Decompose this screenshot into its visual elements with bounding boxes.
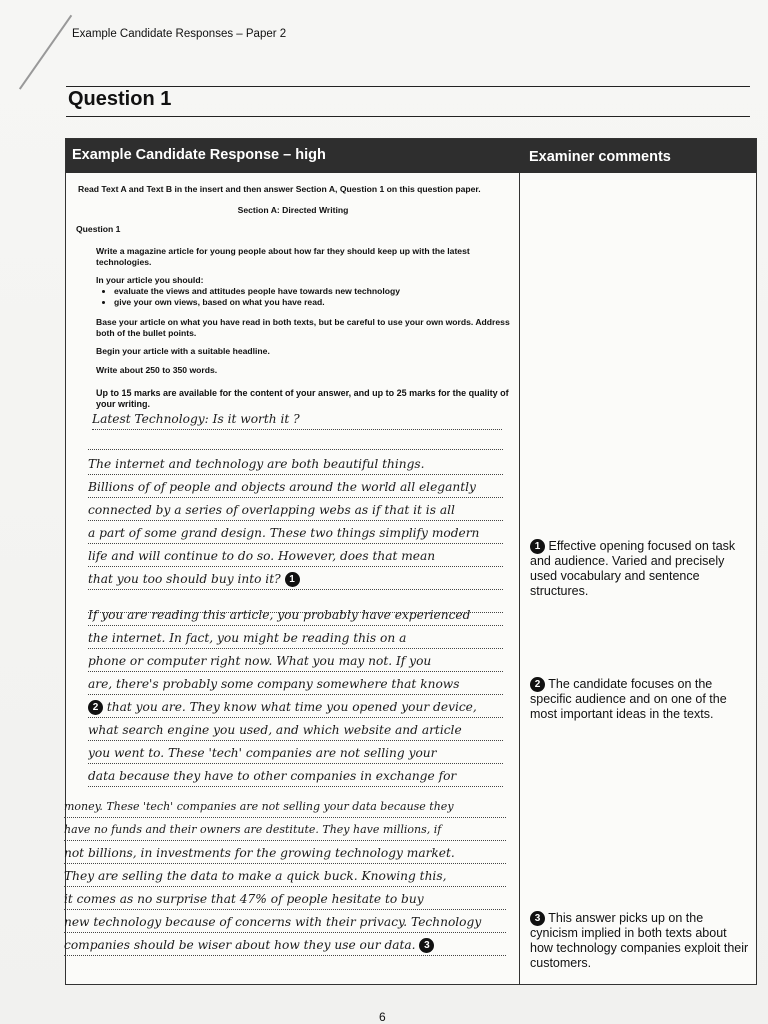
marker-badge: 1 (285, 572, 300, 587)
response-line: a part of some grand design. These two things simplify modern (88, 523, 503, 544)
comment-badge: 2 (530, 677, 545, 692)
qp-length: Write about 250 to 350 words. (96, 365, 218, 375)
response-line-with-marker (64, 935, 506, 956)
qp-begin: Begin your article with a suitable headline. (96, 346, 270, 356)
response-line: the internet. In fact, you might be reading this on a (88, 628, 503, 649)
response-line-with-marker (88, 569, 503, 590)
response-line-text: that you too should buy into it? (88, 572, 281, 586)
marker-badge: 2 (88, 700, 103, 715)
examiner-comment-1 (530, 539, 750, 599)
response-line-with-marker (88, 697, 503, 718)
comment-text: This answer picks up on the cynicism implied in both texts about how technology companies exploit their customers. (530, 911, 749, 971)
response-line: data because they have to other companies in exchange for (88, 766, 503, 787)
comment-text: The candidate focuses on the specific audience and on one of the most important ideas in the texts. (530, 677, 727, 722)
qp-base-pre: Base your article on what you have read in (96, 317, 273, 327)
qp-marks: Up to 15 marks are available for the content of your answer, and up to 25 marks for the quality of your writing. (96, 388, 509, 409)
qp-task: Write a magazine article for young people about how far they should keep up with the latest technologies. (96, 246, 470, 267)
running-header: Example Candidate Responses – Paper 2 (72, 28, 287, 40)
header-rule-top (66, 86, 750, 87)
qp-section: Section A: Directed Writing (237, 205, 349, 215)
qp-base-bold: both (272, 317, 292, 327)
response-line: are, there's probably some company somewhere that knows (88, 674, 503, 695)
column-divider (519, 173, 520, 984)
comment-badge: 1 (530, 539, 545, 554)
marker-badge: 3 (419, 938, 434, 953)
examiner-comment-3 (530, 911, 750, 971)
response-line: money. These 'tech' companies are not selling your data because they (64, 797, 506, 818)
response-line: If you are reading this article, you probably have experienced (88, 605, 503, 626)
qp-bullet: • give your own views, based on what you have read. (114, 297, 510, 308)
candidate-response-heading: Example Candidate Response – high (72, 147, 326, 163)
response-line: phone or computer right now. What you may not. If you (88, 651, 503, 672)
comment-text: Effective opening focused on task and audience. Varied and precisely used vocabulary and sentence structures. (530, 539, 736, 599)
question-title: Question 1 (68, 88, 172, 110)
qp-base-instruction (96, 317, 510, 339)
page-number: 6 (379, 1010, 386, 1024)
comment-badge: 3 (530, 911, 545, 926)
response-line: new technology because of concerns with their privacy. Technology (64, 912, 506, 933)
qp-bullets (96, 286, 510, 308)
response-line: you went to. These 'tech' companies are not selling your (88, 743, 503, 764)
header-rule-bottom (66, 116, 750, 117)
response-line: what search engine you used, and which website and article (88, 720, 503, 741)
response-line: connected by a series of overlapping webs as if that it is all (88, 500, 503, 521)
qp-intro: Read Text A and Text B in the insert and then answer Section A, Question 1 on this question paper. (78, 184, 481, 194)
response-line: have no funds and their owners are destitute. They have millions, if (64, 820, 506, 841)
response-line: it comes as no surprise that 47% of people hesitate to buy (64, 889, 506, 910)
page-corner-fold (0, 0, 72, 90)
response-line-text: companies should be wiser about how they use our data. (64, 938, 416, 952)
response-line (88, 429, 503, 450)
response-line: They are selling the data to make a quick buck. Knowing this, (64, 866, 506, 887)
qp-base-post: texts, but be careful to use your own words. Address both of the bullet points. (96, 317, 510, 338)
response-line-text: that you are. They know what time you opened your device, (106, 700, 477, 714)
table-header (66, 139, 756, 173)
response-line: Billions of of people and objects around the world all elegantly (88, 477, 503, 498)
examiner-comments-heading: Examiner comments (529, 149, 671, 165)
qp-question-label: Question 1 (76, 224, 121, 234)
response-line: The internet and technology are both beautiful things. (88, 454, 503, 475)
response-table (65, 138, 757, 985)
examiner-comment-2 (530, 677, 750, 722)
response-line: not billions, in investments for the growing technology market. (64, 843, 506, 864)
response-line: Latest Technology: Is it worth it ? (92, 409, 502, 430)
qp-should-intro: In your article you should: (96, 275, 204, 285)
response-line: life and will continue to do so. However, does that mean (88, 546, 503, 567)
qp-bullet: • evaluate the views and attitudes people have towards new technology (114, 286, 510, 297)
